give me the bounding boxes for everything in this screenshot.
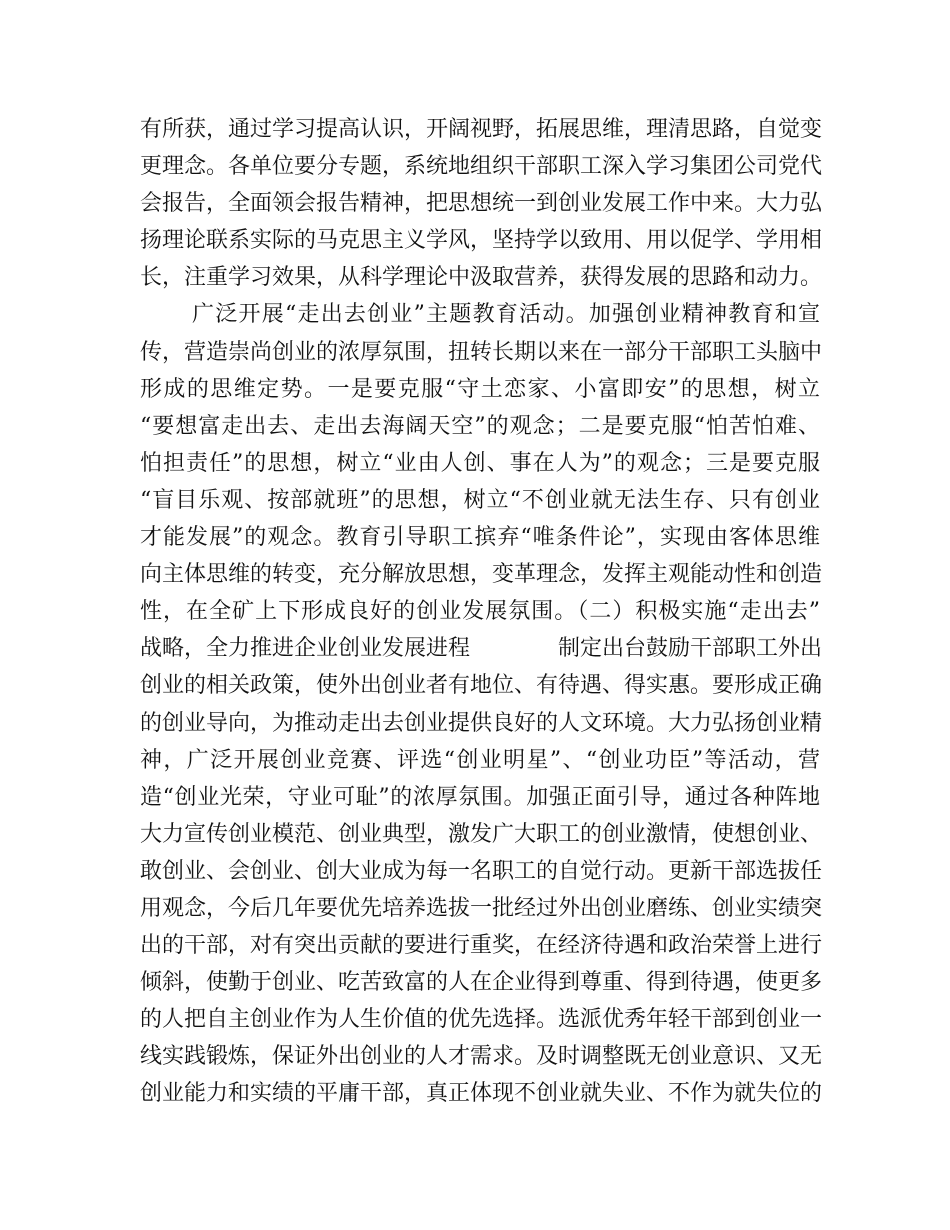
text-line: 倾斜，使勤于创业、吃苦致富的人在企业得到尊重、得到待遇，使更多 <box>140 970 823 996</box>
text-line: 传，营造崇尚创业的浓厚氛围，扭转长期以来在一部分干部职工头脑中 <box>140 339 823 365</box>
text-line: “盲目乐观、按部就班”的思想，树立“不创业就无法生存、只有创业 <box>140 487 820 513</box>
text-line: 会报告，全面领会报告精神，把思想统一到创业发展工作中来。大力弘 <box>140 191 823 217</box>
text-line: 扬理论联系实际的马克思主义学风，坚持学以致用、用以促学、学用相 <box>140 228 823 254</box>
text-line: 形成的思维定势。一是要克服“守土恋家、小富即安”的思想，树立 <box>140 376 820 402</box>
text-line: 战略，全力推进企业创业发展进程 制定出台鼓励干部职工外出 <box>140 636 823 662</box>
text-line: 更理念。各单位要分专题，系统地组织干部职工深入学习集团公司党代 <box>140 154 823 180</box>
text-line: 的人把自主创业作为人生价值的优先选择。选派优秀年轻干部到创业一 <box>140 1007 823 1033</box>
text-line: 线实践锻炼，保证外出创业的人才需求。及时调整既无创业意识、又无 <box>140 1044 823 1070</box>
text-line: 长，注重学习效果，从科学理论中汲取营养，获得发展的思路和动力。 <box>140 265 823 291</box>
text-line: 有所获，通过学习提高认识，开阔视野，拓展思维，理清思路，自觉变 <box>140 117 823 142</box>
text-line: 向主体思维的转变，充分解放思想，变革理念，发挥主观能动性和创造 <box>140 562 823 588</box>
text-line: 怕担责任”的思想，树立“业由人创、事在人为”的观念；三是要克服 <box>140 450 820 476</box>
text-line: 的创业导向，为推动走出去创业提供良好的人文环境。大力弘扬创业精 <box>140 710 823 736</box>
text-line: 神，广泛开展创业竞赛、评选“创业明星”、“创业功臣”等活动，营 <box>140 747 820 773</box>
text-line: 创业能力和实绩的平庸干部，真正体现不创业就失业、不作为就失位的 <box>140 1081 823 1107</box>
text-line: 创业的相关政策，使外出创业者有地位、有待遇、得实惠。要形成正确 <box>140 673 823 699</box>
text-line: 出的干部，对有突出贡献的要进行重奖，在经济待遇和政治荣誉上进行 <box>140 933 823 959</box>
document-body <box>140 111 823 1113</box>
text-line: 敢创业、会创业、创大业成为每一名职工的自觉行动。更新干部选拔任 <box>140 858 823 884</box>
text-line: 造“创业光荣，守业可耻”的浓厚氛围。加强正面引导，通过各种阵地 <box>140 784 820 810</box>
paragraph-first-line: 广泛开展“走出去创业”主题教育活动。加强创业精神教育和宣 <box>192 302 820 328</box>
text-line: “要想富走出去、走出去海阔天空”的观念；二是要克服“怕苦怕难、 <box>140 413 820 439</box>
text-line: 性，在全矿上下形成良好的创业发展氛围。（二）积极实施“走出去” <box>140 599 820 625</box>
text-line: 用观念，今后几年要优先培养选拔一批经过外出创业磨练、创业实绩突 <box>140 895 823 921</box>
text-line: 大力宣传创业模范、创业典型，激发广大职工的创业激情，使想创业、 <box>140 821 823 847</box>
text-line: 才能发展”的观念。教育引导职工摈弃“唯条件论”，实现由客体思维 <box>140 525 820 551</box>
